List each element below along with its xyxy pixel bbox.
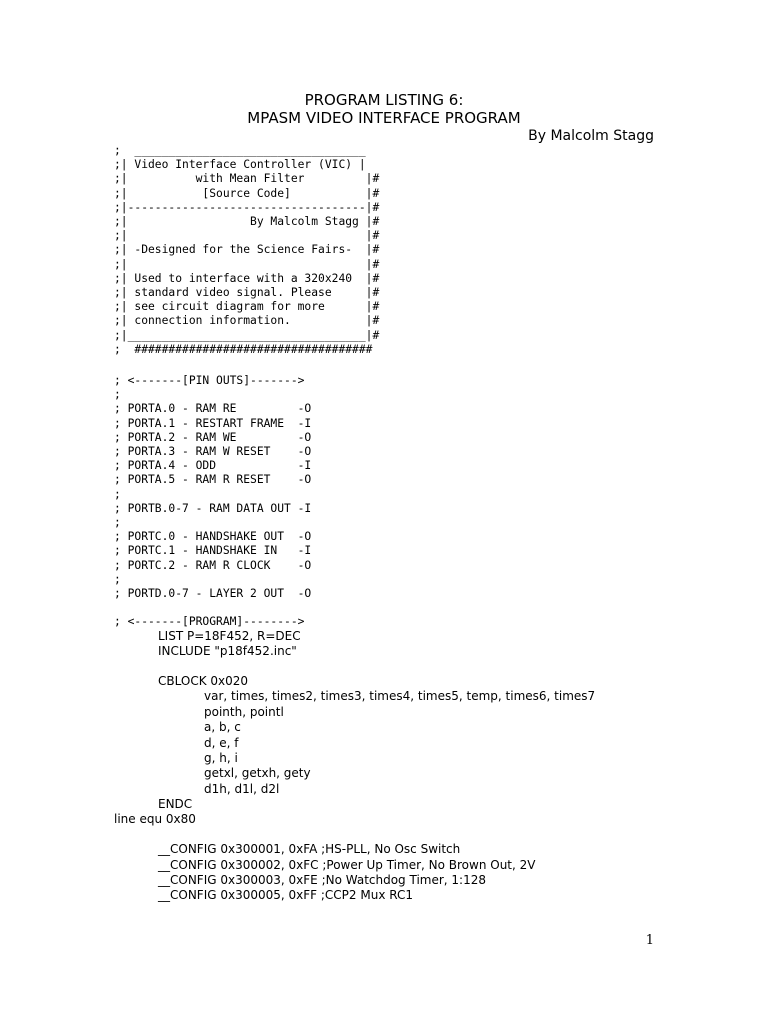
code-comment-line: ; PORTC.2 - RAM R CLOCK -O — [114, 558, 312, 572]
code-comment-line: ; PORTA.1 - RESTART FRAME -I — [114, 416, 312, 430]
config-line: __CONFIG 0x300001, 0xFA ;HS-PLL, No Osc Switch — [158, 842, 461, 856]
code-comment-line: ; PORTA.5 - RAM R RESET -O — [114, 473, 312, 487]
code-comment-line: ;| Video Interface Controller (VIC) | — [114, 158, 366, 172]
code-comment-line: ; — [114, 388, 121, 402]
cblock-vars-line: var, times, times2, times3, times4, times5, temp, times6, times7 — [204, 689, 596, 703]
cblock-vars-line: d, e, f — [204, 736, 239, 750]
code-comment-line: ; PORTB.0-7 - RAM DATA OUT -I — [114, 501, 312, 515]
page-title-line-2: MPASM VIDEO INTERFACE PROGRAM — [247, 109, 521, 127]
code-comment-line: ; <-------[PIN OUTS]-------> — [114, 374, 305, 387]
code-comment-line: ;| By Malcolm Stagg |# — [114, 215, 380, 229]
code-comment-line: ;| with Mean Filter |# — [114, 172, 380, 186]
code-comment-line: ;| |# — [114, 229, 380, 243]
code-comment-line: ; PORTA.2 - RAM WE -O — [114, 430, 312, 444]
code-comment-line: ; PORTC.1 - HANDSHAKE IN -I — [114, 544, 312, 558]
code-comment-line: ;| see circuit diagram for more |# — [114, 300, 380, 314]
code-comment-line: ;| Used to interface with a 320x240 |# — [114, 271, 380, 285]
code-comment-line: ;| standard video signal. Please |# — [114, 286, 380, 300]
code-comment-line: ;| connection information. |# — [114, 314, 380, 328]
page-number: 1 — [645, 933, 654, 948]
code-comment-line: ; PORTD.0-7 - LAYER 2 OUT -O — [114, 587, 312, 601]
cblock-vars-line: pointh, pointl — [204, 705, 284, 719]
config-line: __CONFIG 0x300003, 0xFE ;No Watchdog Timer, 1:128 — [158, 873, 487, 887]
code-comment-line: ; __________________________________ — [114, 144, 366, 157]
code-comment-line: ; ################################### — [114, 342, 373, 356]
author-byline: By Malcolm Stagg — [528, 128, 654, 144]
code-comment-line: ; — [114, 572, 121, 586]
cblock-vars-line: d1h, d1l, d2l — [204, 782, 280, 796]
code-comment-line: ;| |# — [114, 257, 380, 271]
source-header-comment-block — [114, 144, 379, 357]
code-comment-line: ;| [Source Code] |# — [114, 186, 380, 200]
config-line: __CONFIG 0x300002, 0xFC ;Power Up Timer, No Brown Out, 2V — [158, 858, 536, 872]
code-comment-line: ; PORTA.3 - RAM W RESET -O — [114, 445, 312, 459]
code-comment-line: ; — [114, 516, 121, 530]
code-comment-line: ;|___________________________________|# — [114, 328, 380, 342]
cblock-vars-line: getxl, getxh, gety — [204, 766, 311, 780]
code-comment-line: ;|-----------------------------------|# — [114, 200, 380, 214]
pin-outs-comment-block — [114, 374, 311, 630]
line-equ-statement: line equ 0x80 — [114, 812, 196, 826]
cblock-vars-line: a, b, c — [204, 720, 241, 734]
code-comment-line: ; PORTA.4 - ODD -I — [114, 459, 312, 473]
code-comment-line: ; — [114, 487, 121, 501]
page-title-line-1: PROGRAM LISTING 6: — [304, 91, 464, 109]
code-comment-line: ;| -Designed for the Science Fairs- |# — [114, 243, 380, 257]
endc-directive: ENDC — [158, 797, 193, 811]
code-comment-line: ; <-------[PROGRAM]--------> — [114, 615, 305, 629]
cblock-directive: CBLOCK 0x020 — [158, 674, 249, 688]
include-directive: INCLUDE "p18f452.inc" — [158, 644, 297, 658]
list-directive: LIST P=18F452, R=DEC — [158, 629, 301, 643]
cblock-vars-line: g, h, i — [204, 751, 238, 765]
code-comment-line: ; PORTA.0 - RAM RE -O — [114, 402, 312, 416]
config-line: __CONFIG 0x300005, 0xFF ;CCP2 Mux RC1 — [158, 888, 413, 902]
code-comment-line: ; PORTC.0 - HANDSHAKE OUT -O — [114, 530, 312, 544]
